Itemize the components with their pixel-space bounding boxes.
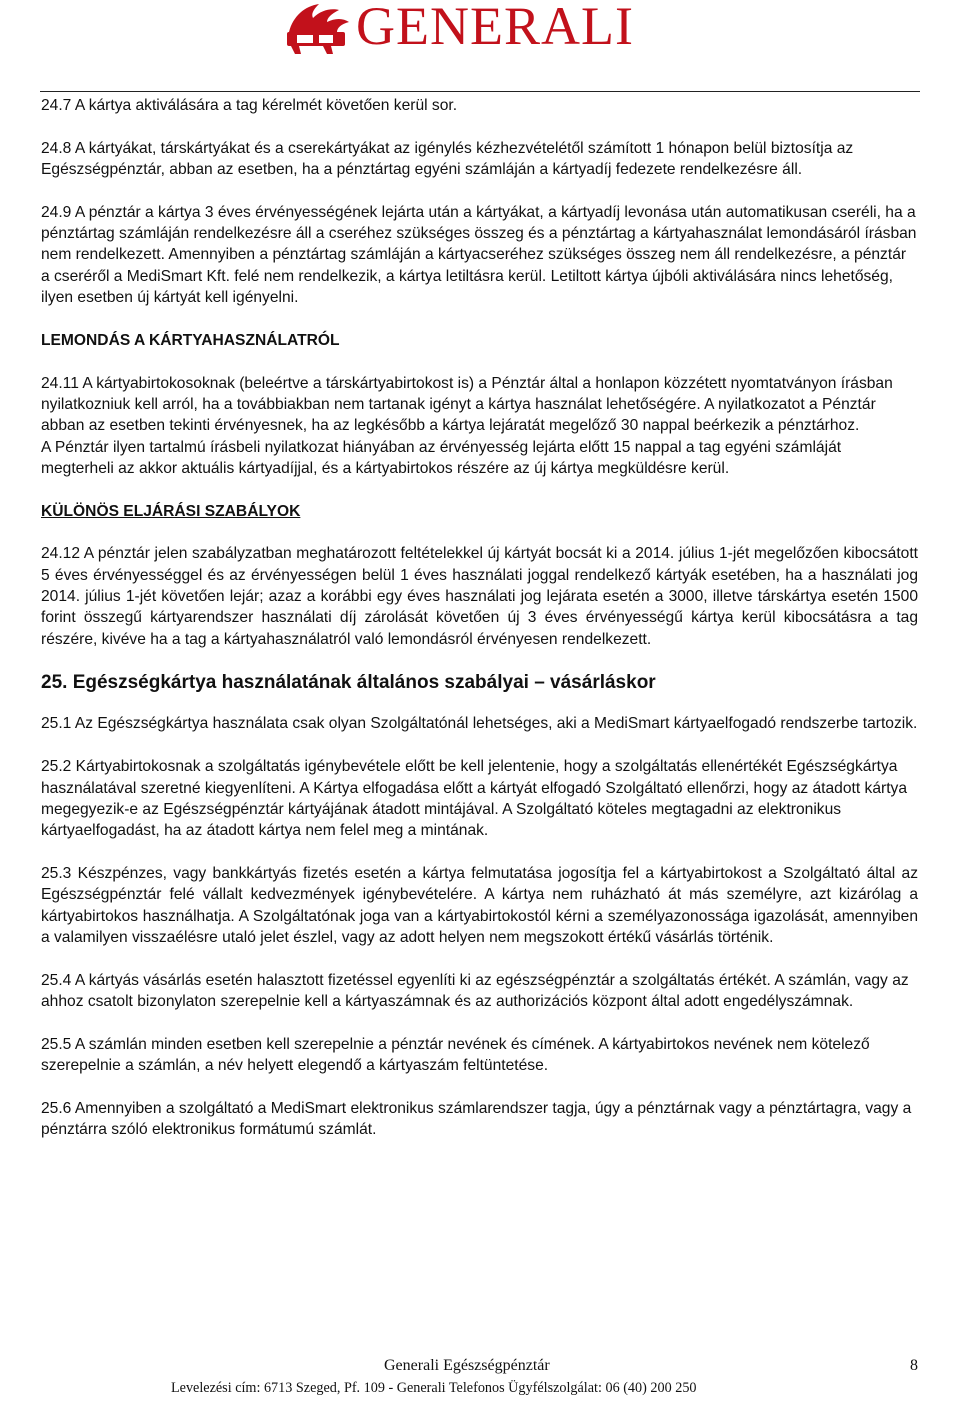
paragraph-25-4: 25.4 A kártyás vásárlás esetén halasztott fizetéssel egyenlíti ki az egészségpénztár a szolgáltatás értékét. A számlán, vagy az ahhoz csatolt bizonylaton szerepelnie kell a kártyaszámnak és az authorizációs központ által adott engedélyszámnak.: [41, 971, 909, 1010]
paragraph-24-8: 24.8 A kártyákat, társkártyákat és a cserekártyákat az igénylés kézhezvételétől számított 1 hónapon belül biztosítja az Egészségpénztár, abban az esetben, ha a pénztártag egyéni számláján a kártyadíj fedezete rendelkezésre áll.: [41, 139, 854, 179]
section-heading-lemondas: LEMONDÁS A KÁRTYAHASZNÁLATRÓL: [41, 331, 340, 349]
footer-address: Levelezési cím: 6713 Szeged, Pf. 109 - Generali Telefonos Ügyfélszolgálat: 06 (40) 200 250: [171, 1380, 697, 1396]
footer-company-name: Generali Egészségpénztár: [384, 1357, 550, 1374]
page-header: [0, 0, 960, 92]
paragraph-24-9: 24.9 A pénztár a kártya 3 éves érvényességének lejárta után a kártyákat, a kártyadíj levonása után automatikusan cseréli, ha a pénztártag számláján rendelkezésre áll a cseréhez szükséges összeg és a pénztártag a kártyahasználat lemondásáról írásban nem rendelkezett. Amennyiben a pénztártag számláján a kártyacseréhez szükséges összeg nem áll rendelkezésre, a pénztár a cseréről a MediSmart Kft. felé nem rendelkezik, a kártya letiltásra kerül. Letiltott kártya újbóli aktiválására nincs lehetőség, ilyen esetben új kártyát kell igényelni.: [41, 203, 917, 307]
paragraph-24-7: 24.7 A kártya aktiválására a tag kérelmét követően kerül sor.: [41, 97, 458, 114]
paragraph-24-12: 24.12 A pénztár jelen szabályzatban meghatározott feltételekkel új kártyát bocsát ki a 2014. július 1-jét megelőzően kibocsátott 5 éves érvényességgel és az érvényességen belül 1 éves használati joggal rendelkező kártyák esetében, ha a használati jog 2014. július 1-jét követően lejár; azaz a korábbi egy éves használati jog lejárata esetén a 3000, illetve társkártya esetén 1500 forint összegű kártyarendszer használati díj zárolását követően új 3 éves érvényességű kártya kerül kibocsátásra a tag részére, kivéve ha a tag a kártyahasználatról való lemondásról érvényesen rendelkezett.: [41, 545, 918, 648]
document-body: [41, 95, 918, 1162]
paragraph-24-11-part1: 24.11 A kártyabirtokosoknak (beleértve a társkártyabirtokost is) a Pénztár által a honlapon közzétett nyomtatványon írásban nyilatkozniuk kell arról, ha a továbbiakban nem tartanak igényt a kártya használat lehetőségére. A nyilatkozatot a Pénztár abban az esetben tekinti érvényesnek, ha az legkésőbb a kártya lejáratát megelőző 30 nappal beérkezik a pénztárhoz.: [41, 374, 893, 435]
section-heading-25: 25. Egészségkártya használatának általános szabályai – vásárláskor: [41, 672, 656, 694]
page-number: 8: [910, 1357, 918, 1374]
paragraph-25-6: 25.6 Amennyiben a szolgáltató a MediSmart elektronikus számlarendszer tagja, úgy a pénztárnak vagy a pénztártagra, vagy a pénztárra szóló elektronikus formátumú számlát.: [41, 1099, 912, 1139]
paragraph-25-3: 25.3 Készpénzes, vagy bankkártyás fizetés esetén a kártya felmutatása jogosítja fel a kártyabirtokost a Szolgáltató által az Egészségpénztár felé vállalt kedvezmények igénybevételére. A kártya nem ruházható át más személyre, azt kizárólag a kártyabirtokos használhatja. A Szolgáltatónak joga van a kártyabirtokostól kérni a személyazonossága igazolását, amennyiben a valamilyen visszaélésre utaló jelet észlel, vagy az adott helyen nem megszokott értékű vásárlás történik.: [41, 864, 918, 946]
paragraph-24-11-part2: A Pénztár ilyen tartalmú írásbeli nyilatkozat hiányában az érvényesség lejárta előtt 15 nappal a tag egyéni számláját megterheli az akkor aktuális kártyadíjjal, és a kártyabirtokos részére az új kártya megküldésre kerül.: [41, 438, 842, 477]
header-divider: [40, 91, 920, 92]
paragraph-25-5: 25.5 A számlán minden esetben kell szerepelnie a pénztár nevének és címének. A kártyabirtokos nevének nem kötelező szerepelnie a számlán, a név helyett elegendő a kártyaszám feltüntetése.: [41, 1035, 870, 1074]
paragraph-24-11: [41, 373, 918, 479]
section-heading-kulonos: KÜLÖNÖS ELJÁRÁSI SZABÁLYOK: [41, 502, 301, 520]
brand-wordmark: GENERALI: [356, 0, 634, 56]
paragraph-25-2: 25.2 Kártyabirtokosnak a szolgáltatás igénybevétele előtt be kell jelentenie, hogy a szolgáltatás ellenértékét Egészségkártya használatával szeretné kiegyenlíteni. A Kártya elfogadása előtt a kártyát elfogadó Szolgáltató ellenőrzi, hogy az átadott kártya megegyezik-e az Egészségpénztár kártyájának átadott mintájával. A Szolgáltató köteles megtagadni az elektronikus kártyaelfogadást, ha az átadott kártya nem felel meg a mintának.: [41, 758, 907, 840]
paragraph-25-1: 25.1 Az Egészségkártya használata csak olyan Szolgáltatónál lehetséges, aki a MediSmart kártyaelfogadó rendszerbe tartozik.: [41, 715, 918, 733]
